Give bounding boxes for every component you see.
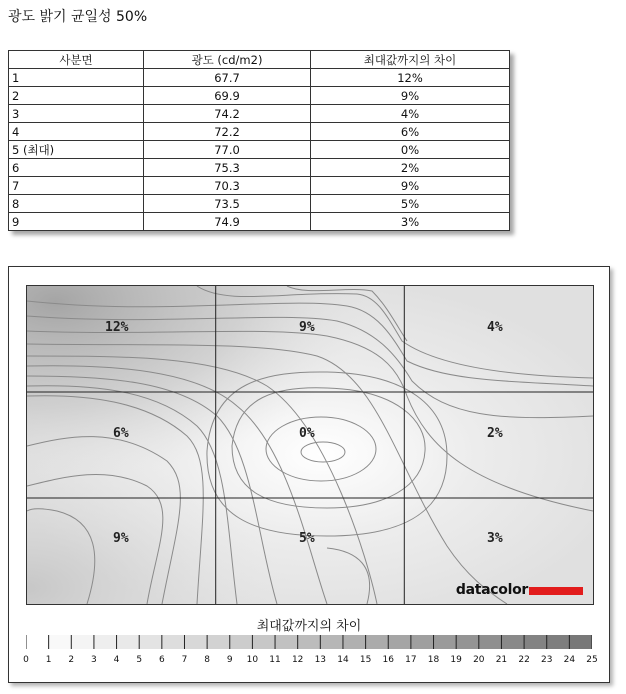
quadrant-cell: 2 bbox=[9, 87, 144, 105]
scale-segment bbox=[26, 635, 49, 649]
cell-label-4: 6% bbox=[113, 426, 129, 441]
diff-cell: 4% bbox=[311, 105, 510, 123]
scale-tick-label: 21 bbox=[495, 655, 508, 665]
scale-segment bbox=[298, 635, 321, 649]
diff-cell: 5% bbox=[311, 195, 510, 213]
scale-segment bbox=[230, 635, 253, 649]
luminance-cell: 70.3 bbox=[144, 177, 311, 195]
scale-tick-label: 24 bbox=[563, 655, 576, 665]
scale-tick-label: 14 bbox=[337, 655, 349, 665]
scale-tick-label: 19 bbox=[450, 655, 462, 665]
scale-segment bbox=[501, 635, 524, 649]
header-quadrant: 사분면 bbox=[9, 51, 144, 69]
scale-segment bbox=[117, 635, 140, 649]
cell-label-7: 9% bbox=[113, 531, 129, 546]
luminance-cell: 74.9 bbox=[144, 213, 311, 231]
quadrant-cell: 3 bbox=[9, 105, 144, 123]
uniformity-contour-map bbox=[26, 285, 594, 605]
diff-cell: 6% bbox=[311, 123, 510, 141]
datacolor-logo-bar bbox=[529, 587, 583, 595]
diff-cell: 9% bbox=[311, 177, 510, 195]
scale-segment bbox=[569, 635, 592, 649]
scale-tick-label: 17 bbox=[405, 655, 417, 665]
scale-tick-label: 9 bbox=[226, 655, 233, 665]
scale-tick-label: 22 bbox=[518, 655, 530, 665]
scale-segment bbox=[524, 635, 547, 649]
scale-tick-label: 25 bbox=[586, 655, 598, 665]
page-title: 광도 밝기 균일성 50% bbox=[8, 9, 148, 25]
scale-tick-label: 20 bbox=[473, 655, 485, 665]
cell-label-9: 3% bbox=[487, 531, 503, 546]
scale-segment bbox=[479, 635, 502, 649]
scale-tick-labels bbox=[9, 655, 609, 669]
scale-tick-label: 2 bbox=[68, 655, 75, 665]
table-row bbox=[9, 105, 510, 123]
luminance-cell: 75.3 bbox=[144, 159, 311, 177]
scale-segment bbox=[71, 635, 94, 649]
header-luminance: 광도 (cd/m2) bbox=[144, 51, 311, 69]
luminance-table-container bbox=[8, 50, 510, 231]
scale-title: 최대값까지의 차이 bbox=[256, 619, 362, 634]
cell-label-3: 4% bbox=[487, 320, 503, 335]
header-diff: 최대값까지의 차이 bbox=[311, 51, 510, 69]
diff-cell: 0% bbox=[311, 141, 510, 159]
quadrant-cell: 6 bbox=[9, 159, 144, 177]
scale-tick-label: 0 bbox=[23, 655, 29, 665]
scale-tick-label: 11 bbox=[269, 655, 281, 665]
luminance-table bbox=[8, 50, 510, 231]
cell-label-6: 2% bbox=[487, 426, 503, 441]
datacolor-logo-text: datacolor bbox=[455, 582, 528, 598]
scale-tick-label: 6 bbox=[158, 655, 165, 665]
scale-tick-label: 13 bbox=[314, 655, 327, 665]
quadrant-cell: 1 bbox=[9, 69, 144, 87]
quadrant-cell: 5 (최대) bbox=[9, 141, 144, 159]
scale-tick-label: 16 bbox=[382, 655, 394, 665]
scale-tick-label: 23 bbox=[540, 655, 553, 665]
quadrant-cell: 8 bbox=[9, 195, 144, 213]
scale-segment bbox=[388, 635, 411, 649]
scale-segment bbox=[207, 635, 230, 649]
table-body bbox=[9, 69, 510, 231]
scale-tick-label: 10 bbox=[246, 655, 259, 665]
scale-segment bbox=[49, 635, 72, 649]
table-header-row bbox=[9, 51, 510, 69]
cell-label-5: 0% bbox=[299, 426, 315, 441]
cell-label-8: 5% bbox=[299, 531, 315, 546]
scale-segment bbox=[94, 635, 117, 649]
scale-segment bbox=[252, 635, 275, 649]
luminance-cell: 77.0 bbox=[144, 141, 311, 159]
quadrant-cell: 4 bbox=[9, 123, 144, 141]
uniformity-panel bbox=[8, 266, 610, 683]
scale-segment bbox=[434, 635, 457, 649]
scale-tick-label: 1 bbox=[45, 655, 52, 665]
scale-tick-label: 8 bbox=[204, 655, 210, 665]
table-row bbox=[9, 213, 510, 231]
luminance-cell: 72.2 bbox=[144, 123, 311, 141]
scale-tick-label: 4 bbox=[113, 655, 120, 665]
diff-cell: 9% bbox=[311, 87, 510, 105]
table-row bbox=[9, 195, 510, 213]
scale-tick-label: 12 bbox=[291, 655, 304, 665]
scale-segment bbox=[547, 635, 570, 649]
table-row bbox=[9, 69, 510, 87]
scale-segment bbox=[275, 635, 298, 649]
luminance-cell: 73.5 bbox=[144, 195, 311, 213]
scale-segment bbox=[184, 635, 207, 649]
luminance-cell: 74.2 bbox=[144, 105, 311, 123]
scale-segment bbox=[366, 635, 389, 649]
table-row bbox=[9, 159, 510, 177]
scale-segment bbox=[320, 635, 343, 649]
diff-cell: 2% bbox=[311, 159, 510, 177]
scale-segment bbox=[456, 635, 479, 649]
diff-cell: 12% bbox=[311, 69, 510, 87]
scale-tick-label: 7 bbox=[181, 655, 188, 665]
table-row bbox=[9, 177, 510, 195]
scale-segment bbox=[411, 635, 434, 649]
quadrant-cell: 9 bbox=[9, 213, 144, 231]
scale-segment bbox=[139, 635, 162, 649]
table-row bbox=[9, 123, 510, 141]
scale-tick-label: 18 bbox=[427, 655, 440, 665]
scale-bar bbox=[26, 635, 592, 649]
luminance-cell: 67.7 bbox=[144, 69, 311, 87]
scale-tick-label: 15 bbox=[359, 655, 372, 665]
scale-tick-label: 3 bbox=[91, 655, 97, 665]
scale-segment bbox=[162, 635, 185, 649]
table-row bbox=[9, 141, 510, 159]
luminance-cell: 69.9 bbox=[144, 87, 311, 105]
quadrant-cell: 7 bbox=[9, 177, 144, 195]
datacolor-logo bbox=[456, 582, 583, 598]
scale-tick-label: 5 bbox=[136, 655, 143, 665]
diff-cell: 3% bbox=[311, 213, 510, 231]
cell-label-1: 12% bbox=[105, 320, 129, 335]
cell-label-2: 9% bbox=[299, 320, 315, 335]
scale-segment bbox=[343, 635, 366, 649]
table-row bbox=[9, 87, 510, 105]
